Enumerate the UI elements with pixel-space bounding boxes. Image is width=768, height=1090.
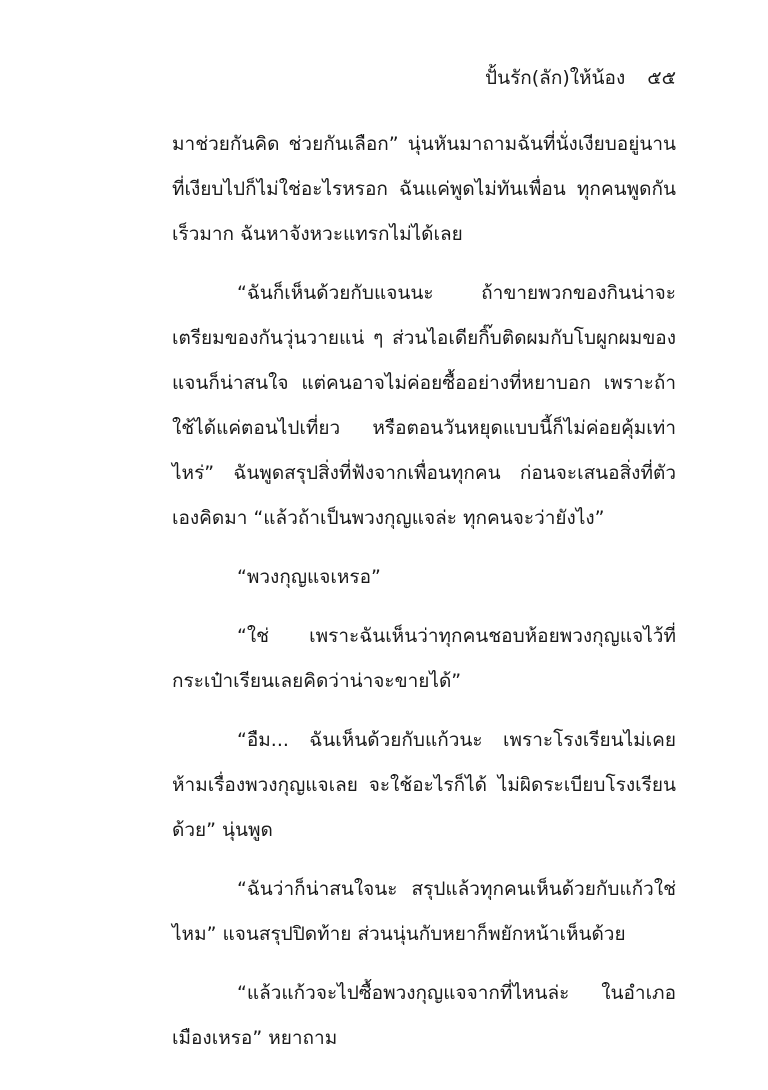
body-text xyxy=(172,122,676,1075)
paragraph: “แล้วแก้วจะไปซื้อพวงกุญแจจากที่ไหนล่ะ ในอำเภอเมืองเหรอ” หยาถาม xyxy=(172,982,676,1049)
paragraph: “ใช่ เพราะฉันเห็นว่าทุกคนชอบห้อยพวงกุญแจไว้ที่กระเป๋าเรียนเลยคิดว่าน่าจะขายได้” xyxy=(172,625,676,692)
paragraph: มาช่วยกันคิด ช่วยกันเลือก” นุ่นหันมาถามฉันที่นั่งเงียบอยู่นาน ที่เงียบไปก็ไม่ใช่อะไรหรอก ฉันแค่พูดไม่ทันเพื่อน ทุกคนพูดกันเร็วมาก ฉันหาจังหวะแทรกไม่ได้เลย xyxy=(172,133,676,245)
paragraph: “พวงกุญแจเหรอ” xyxy=(237,566,381,588)
paragraph: “ฉันว่าก็น่าสนใจนะ สรุปแล้วทุกคนเห็นด้วยกับแก้วใช่ไหม” แจนสรุปปิดท้าย ส่วนนุ่นกับหยาก็พยักหน้าเห็นด้วย xyxy=(172,878,676,945)
paragraph: “อืม... ฉันเห็นด้วยกับแก้วนะ เพราะโรงเรียนไม่เคยห้ามเรื่องพวงกุญแจเลย จะใช้อะไรก็ได้ ไม่ผิดระเบียบโรงเรียนด้วย” นุ่นพูด xyxy=(172,729,676,841)
book-title: ปั้นรัก(ลัก)ให้น้อง xyxy=(485,67,626,89)
running-header xyxy=(485,64,676,92)
paragraph: “ฉันก็เห็นด้วยกับแจนนะ ถ้าขายพวกของกินน่าจะเตรียมของกันวุ่นวายแน่ ๆ ส่วนไอเดียกิ๊บติดผมกับโบผูกผมของแจนก็น่าสนใจ แต่คนอาจไม่ค่อยซื้ออย่างที่หยาบอก เพราะถ้าใช้ได้แค่ตอนไปเที่ยว หรือตอนวันหยุดแบบนี้ก็ไม่ค่อยคุ้มเท่าไหร่” ฉันพูดสรุปสิ่งที่ฟังจากเพื่อนทุกคน ก่อนจะเสนอสิ่งที่ตัวเองคิดมา “แล้วถ้าเป็นพวงกุญแจล่ะ ทุกคนจะว่ายังไง” xyxy=(172,282,676,529)
page-number: ๕๕ xyxy=(647,67,676,89)
